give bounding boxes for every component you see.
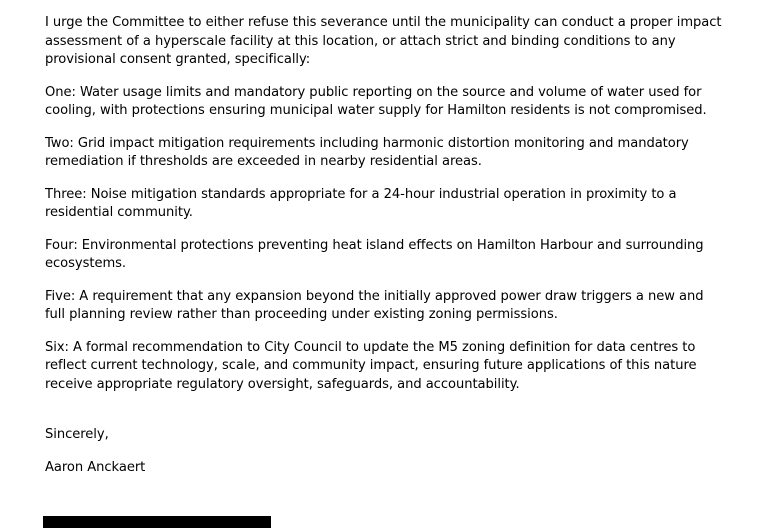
letter-closing — [45, 426, 725, 477]
condition-four-paragraph: Four: Environmental protections preventing heat island effects on Hamilton Harbour and surrounding ecosystems. — [45, 237, 704, 271]
intro-paragraph: I urge the Committee to either refuse this severance until the municipality can conduct a proper impact assessment of a hyperscale facility at this location, or attach strict and binding conditions to any provisional consent granted, specifically: — [45, 15, 722, 67]
condition-two-paragraph: Two: Grid impact mitigation requirements including harmonic distortion monitoring and mandatory remediation if thresholds are exceeded in nearby residential areas. — [45, 135, 689, 169]
condition-six-paragraph: Six: A formal recommendation to City Council to update the M5 zoning definition for data centres to reflect current technology, scale, and community impact, ensuring future applications of this nature receive appropriate regulatory oversight, safeguards, and accountability. — [45, 339, 697, 392]
signature-name: Aaron Anckaert — [45, 459, 146, 475]
closing-salutation: Sincerely, — [45, 427, 109, 442]
condition-one-paragraph: One: Water usage limits and mandatory public reporting on the source and volume of water used for cooling, with protections ensuring municipal water supply for Hamilton residents is not compromised. — [45, 84, 707, 118]
condition-three-paragraph: Three: Noise mitigation standards appropriate for a 24-hour industrial operation in proximity to a residential community. — [45, 186, 677, 220]
letter-body — [45, 14, 725, 491]
condition-five-paragraph: Five: A requirement that any expansion beyond the initially approved power draw triggers a new and full planning review rather than proceeding under existing zoning permissions. — [45, 288, 704, 322]
redaction-bar — [43, 516, 271, 528]
